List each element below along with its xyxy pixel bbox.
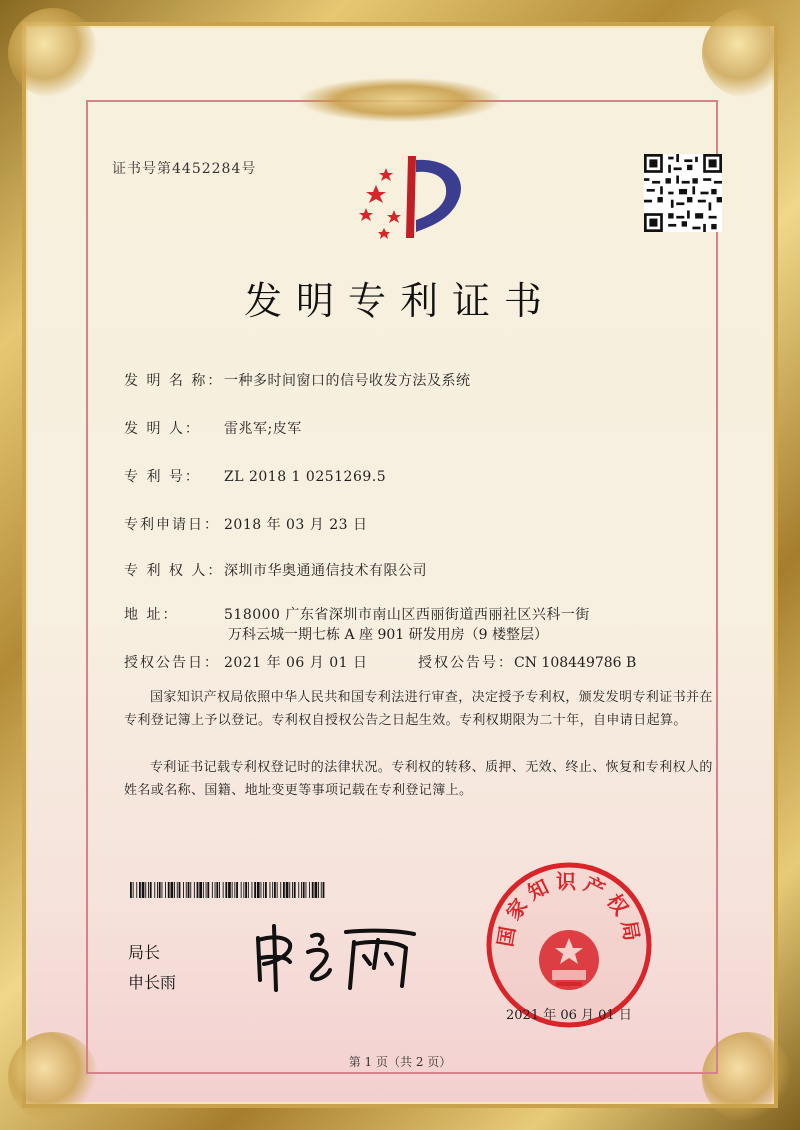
barcode-bar bbox=[301, 882, 302, 898]
grant-number-row bbox=[418, 652, 636, 672]
legal-paragraph-2: 专利证书记载专利权登记时的法律状况。专利权的转移、质押、无效、终止、恢复和专利权人的姓名或名称、国籍、地址变更等事项记载在专利登记簿上。 bbox=[124, 760, 713, 798]
patent-office-emblem-icon bbox=[356, 150, 476, 245]
barcode-bar bbox=[283, 882, 285, 898]
barcode-bar bbox=[133, 882, 134, 898]
barcode-bar bbox=[177, 882, 178, 898]
corner-ornament-bottom-left bbox=[8, 1032, 98, 1122]
barcode-bar bbox=[183, 882, 184, 898]
barcode-bar bbox=[165, 882, 166, 898]
barcode-bar bbox=[136, 882, 137, 898]
barcode-bar bbox=[315, 882, 318, 898]
qr-code-icon bbox=[644, 154, 722, 232]
invention-name-value: 一种多时间窗口的信号收发方法及系统 bbox=[224, 373, 471, 389]
address-label: 地 址： bbox=[124, 607, 179, 623]
barcode-bar bbox=[234, 882, 235, 898]
barcode-bar bbox=[179, 882, 181, 898]
barcode-bar bbox=[292, 882, 293, 898]
barcode-bar bbox=[145, 882, 146, 898]
barcode-bar bbox=[312, 882, 314, 898]
barcode-bar bbox=[219, 882, 220, 898]
barcode-bar bbox=[274, 882, 276, 898]
barcode-bar bbox=[150, 882, 152, 898]
barcode-bar bbox=[228, 882, 231, 898]
barcode-bar bbox=[248, 882, 249, 898]
certificate-title: 发明专利证书 bbox=[243, 279, 556, 323]
barcode-bar bbox=[174, 882, 175, 898]
patentee-value: 深圳市华奥通通信技术有限公司 bbox=[224, 563, 427, 579]
patent-number-row bbox=[124, 466, 386, 486]
barcode-bar bbox=[245, 882, 247, 898]
barcode-bar bbox=[212, 882, 213, 898]
barcode-bar bbox=[194, 882, 195, 898]
barcode-bar bbox=[323, 882, 325, 898]
grant-number-value: CN 108449786 B bbox=[514, 655, 637, 671]
seal-text: 国家知识产权局 bbox=[492, 869, 646, 949]
handwritten-signature-icon bbox=[246, 918, 426, 998]
barcode-bar bbox=[261, 882, 262, 898]
barcode-bar bbox=[154, 882, 155, 898]
patent-number-value: ZL 2018 1 0251269.5 bbox=[224, 469, 387, 485]
barcode-bar bbox=[159, 882, 161, 898]
barcode-bar bbox=[265, 882, 267, 898]
address-line2: 万科云城一期七栋 A 座 901 研发用房（9 楼整层） bbox=[228, 627, 548, 643]
barcode-bar bbox=[286, 882, 289, 898]
patentee-row bbox=[124, 560, 427, 580]
barcode-bar bbox=[157, 882, 158, 898]
barcode-bar bbox=[216, 882, 218, 898]
barcode-bar bbox=[207, 882, 209, 898]
barcode-bar bbox=[321, 882, 322, 898]
inventors-row bbox=[124, 418, 302, 438]
barcode-bar bbox=[190, 882, 191, 898]
barcode-bar bbox=[236, 882, 238, 898]
barcode-icon bbox=[130, 882, 328, 898]
filing-date-label: 专利申请日： bbox=[124, 517, 220, 533]
barcode-bar bbox=[162, 882, 163, 898]
corner-ornament-top-right bbox=[702, 8, 792, 98]
barcode-bar bbox=[277, 882, 278, 898]
grant-date-row bbox=[124, 652, 368, 672]
barcode-bar bbox=[252, 882, 253, 898]
barcode-bar bbox=[280, 882, 281, 898]
invention-name-row bbox=[124, 370, 471, 390]
barcode-bar bbox=[272, 882, 273, 898]
barcode-bar bbox=[223, 882, 224, 898]
top-ornament bbox=[300, 78, 500, 122]
barcode-bar bbox=[206, 882, 207, 898]
invention-name-label: 发 明 名 称： bbox=[124, 373, 224, 389]
barcode-bar bbox=[294, 882, 296, 898]
barcode-bar bbox=[139, 882, 141, 898]
barcode-bar bbox=[270, 882, 271, 898]
filing-date-value: 2018 年 03 月 23 日 bbox=[224, 517, 368, 533]
barcode-bar bbox=[263, 882, 264, 898]
page-number: 第 1 页（共 2 页） bbox=[348, 1055, 452, 1069]
barcode-bar bbox=[318, 882, 319, 898]
corner-ornament-top-left bbox=[8, 8, 98, 98]
filing-date-row bbox=[124, 514, 368, 534]
barcode-bar bbox=[225, 882, 227, 898]
barcode-bar bbox=[257, 882, 260, 898]
barcode-bar bbox=[215, 882, 216, 898]
seal-date: 2021 年 06 月 01 日 bbox=[506, 1008, 632, 1023]
legal-paragraph-1: 国家知识产权局依照中华人民共和国专利法进行审查，决定授予专利权，颁发发明专利证书并在专利登记簿上予以登记。专利权自授权公告之日起生效。专利权期限为二十年，自申请日起算。 bbox=[124, 690, 713, 728]
director-name: 申长雨 bbox=[128, 973, 177, 992]
grant-number-label: 授权公告号： bbox=[418, 655, 514, 671]
barcode-bar bbox=[303, 882, 305, 898]
address-line1: 518000 广东省深圳市南山区西丽街道西丽社区兴科一街 bbox=[224, 607, 590, 623]
barcode-bar bbox=[171, 882, 174, 898]
director-title: 局长 bbox=[128, 943, 161, 962]
barcode-bar bbox=[199, 882, 202, 898]
barcode-bar bbox=[168, 882, 170, 898]
inventors-value: 雷兆军;皮军 bbox=[224, 421, 302, 437]
barcode-bar bbox=[243, 882, 244, 898]
patent-number-label: 专 利 号： bbox=[124, 469, 201, 485]
patentee-label: 专 利 权 人： bbox=[124, 563, 224, 579]
grant-date-value: 2021 年 06 月 01 日 bbox=[224, 655, 368, 671]
grant-date-label: 授权公告日： bbox=[124, 655, 220, 671]
barcode-bar bbox=[130, 882, 132, 898]
barcode-bar bbox=[197, 882, 199, 898]
barcode-bar bbox=[298, 882, 299, 898]
barcode-bar bbox=[309, 882, 310, 898]
barcode-bar bbox=[148, 882, 149, 898]
barcode-bar bbox=[232, 882, 233, 898]
certificate-number: 证书号第4452284号 bbox=[112, 161, 257, 177]
barcode-bar bbox=[289, 882, 290, 898]
address-row bbox=[124, 604, 590, 624]
inventors-label: 发 明 人： bbox=[124, 421, 201, 437]
barcode-bar bbox=[186, 882, 187, 898]
barcode-bar bbox=[142, 882, 145, 898]
barcode-bar bbox=[241, 882, 242, 898]
barcode-bar bbox=[254, 882, 256, 898]
barcode-bar bbox=[203, 882, 204, 898]
barcode-bar bbox=[188, 882, 190, 898]
barcode-bar bbox=[306, 882, 307, 898]
